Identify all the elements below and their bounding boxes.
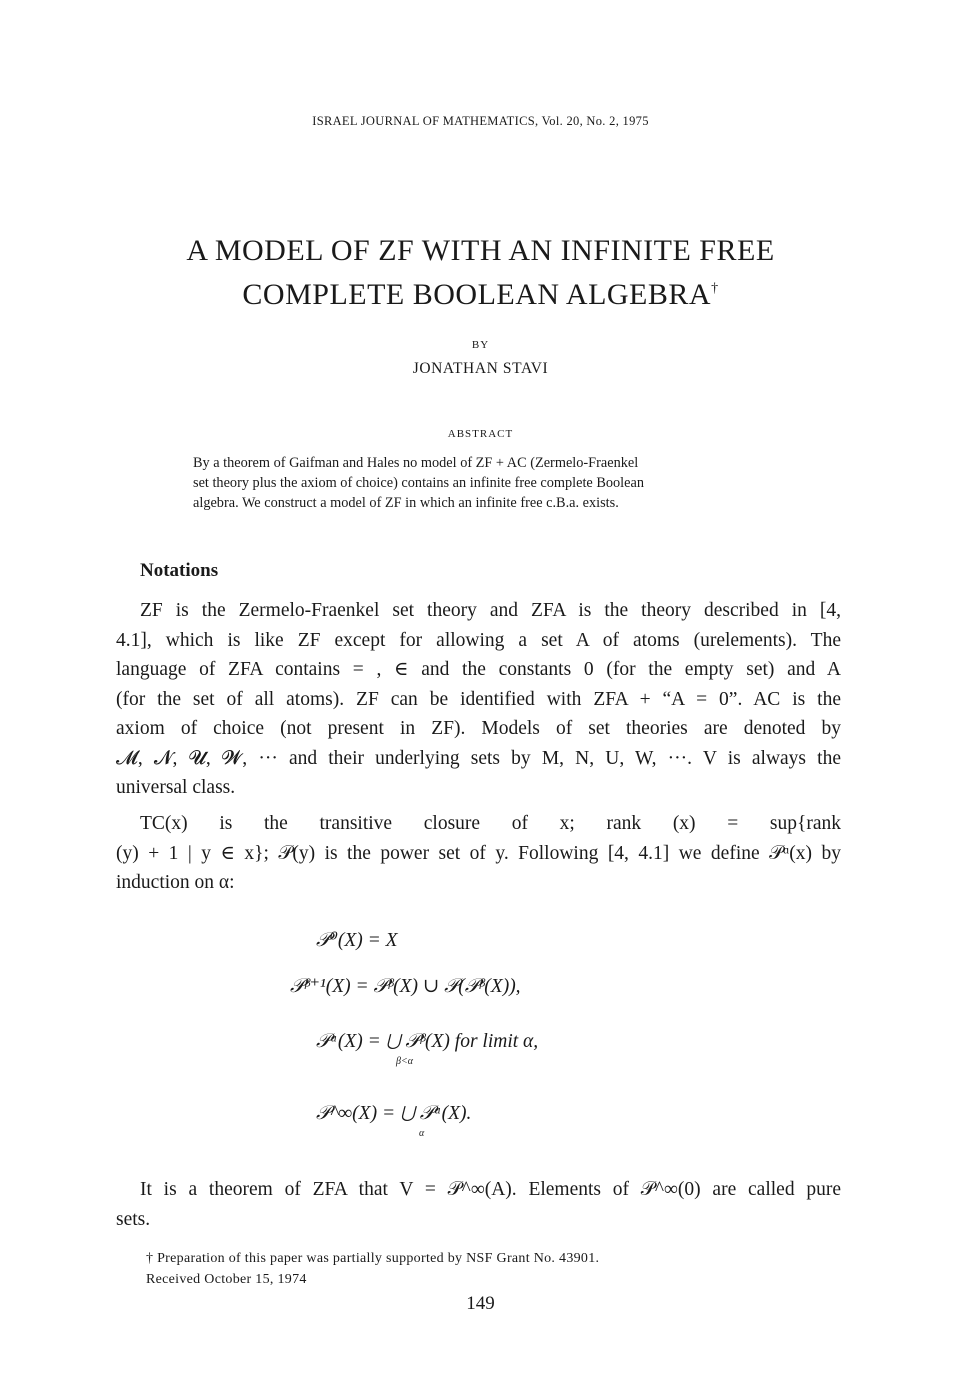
equation-limit-main: 𝒫ᵅ(X) = ⋃ 𝒫ᵝ(X) for limit α, (316, 1031, 539, 1052)
paragraph-line: (for the set of all atoms). ZF can be identified with ZFA + “A = 0”. AC is the (116, 688, 841, 710)
paragraph-line: It is a theorem of ZFA that V = 𝒫^∞(A). Elements of 𝒫^∞(0) are called pure (140, 1179, 841, 1200)
paragraph-line: language of ZFA contains = , ∈ and the constants 0 (for the empty set) and A (116, 659, 841, 680)
abstract-text (193, 453, 773, 513)
footnote-received: Received October 15, 1974 (146, 1272, 307, 1287)
paragraph-line: TC(x) is the transitive closure of x; rank (x) = sup{rank (140, 813, 841, 834)
footnote-funding: † Preparation of this paper was partially supported by NSF Grant No. 43901. (146, 1251, 600, 1266)
paragraph-line: universal class. (116, 777, 236, 798)
equation-limit (316, 1030, 539, 1067)
journal-header: ISRAEL JOURNAL OF MATHEMATICS, Vol. 20, No. 2, 1975 (312, 114, 649, 128)
abstract-line: By a theorem of Gaifman and Hales no model of ZF + AC (Zermelo-Fraenkel (193, 455, 639, 471)
paragraph-definitions (116, 809, 841, 898)
paragraph-line: 4.1], which is like ZF except for allowing a set A of atoms (urelements). The (116, 629, 841, 651)
paragraph-notations (116, 596, 841, 803)
section-heading: Notations (140, 560, 219, 581)
paragraph-line: sets. (116, 1208, 151, 1230)
paragraph-theorem (116, 1175, 841, 1234)
union-subscript: α (419, 1128, 425, 1139)
paragraph-line: induction on α: (116, 872, 235, 893)
paper-title (0, 232, 961, 314)
paragraph-line: axiom of choice (not present in ZF). Models of set theories are denoted by (116, 718, 841, 739)
title-footnote-mark: † (711, 281, 719, 296)
equation-successor: 𝒫ᵝ⁺¹(X) = 𝒫ᵝ(X) ∪ 𝒫(𝒫ᵝ(X)), (290, 976, 521, 997)
page-number: 149 (466, 1293, 495, 1314)
abstract-line: set theory plus the axiom of choice) contains an infinite free complete Boolean (193, 475, 644, 491)
paragraph-line: ZF is the Zermelo-Fraenkel set theory and ZFA is the theory described in [4, (140, 600, 841, 621)
equation-base: 𝒫⁰(X) = X (316, 930, 398, 951)
paragraph-line: (y) + 1 | y ∈ x}; 𝒫(y) is the power set of y. Following [4, 4.1] we define 𝒫ᵅ(x) by (116, 842, 841, 864)
by-label: BY (471, 339, 490, 351)
author-name: JONATHAN STAVI (412, 360, 549, 377)
footnote (146, 1248, 599, 1290)
equation-infinity (316, 1102, 472, 1139)
abstract-line: algebra. We construct a model of ZF in which an infinite free c.B.a. exists. (193, 495, 619, 511)
paragraph-line: 𝓜, 𝓝, 𝓤, 𝓦, ··· and their underlying sets by M, N, U, W, ···. V is always the (116, 747, 841, 769)
equation-infinity-main: 𝒫^∞(X) = ⋃ 𝒫ᵅ(X). (316, 1103, 472, 1124)
title-line-2: COMPLETE BOOLEAN ALGEBRA (242, 278, 712, 311)
title-line-1: A MODEL OF ZF WITH AN INFINITE FREE (186, 234, 775, 267)
abstract-label: ABSTRACT (447, 428, 514, 440)
union-subscript: β<α (396, 1056, 413, 1067)
